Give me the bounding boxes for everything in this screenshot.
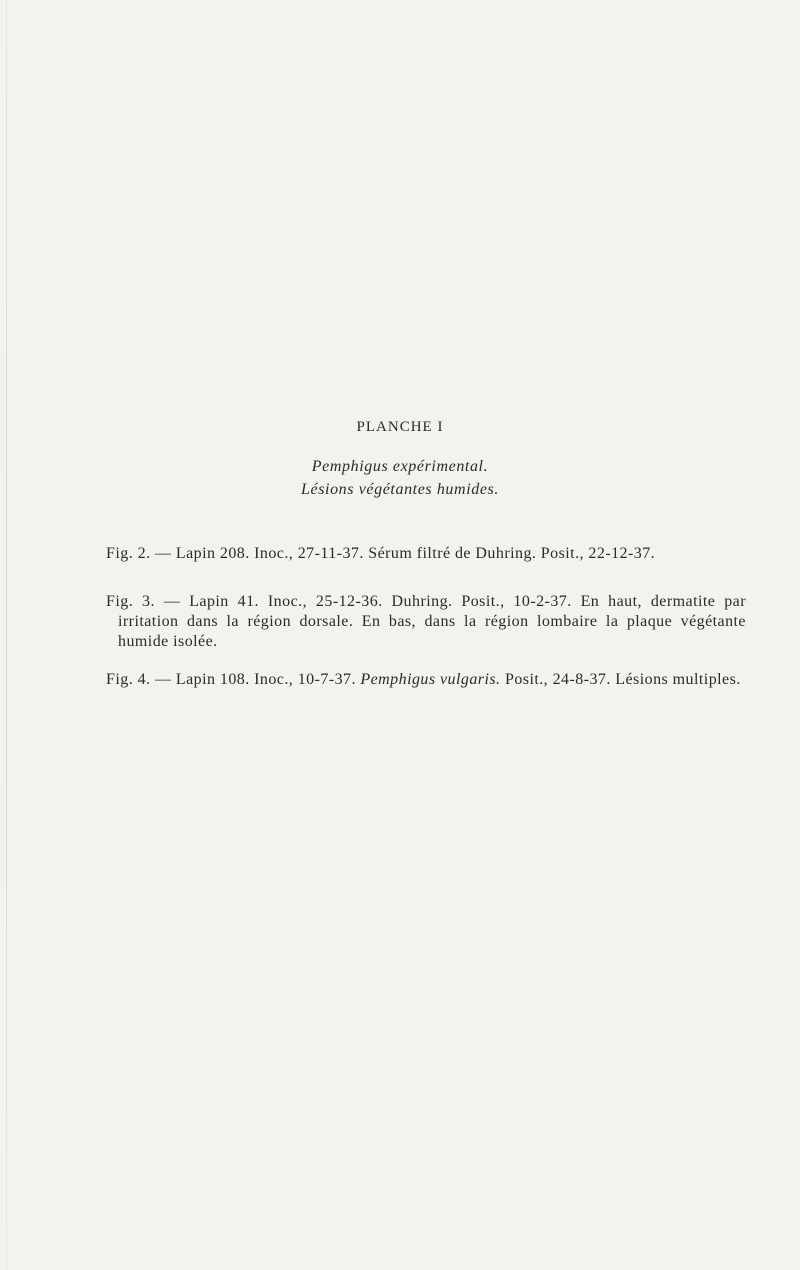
figure-caption-4-species: Pemphigus vulgaris. [360,671,501,688]
plate-subtitle-line-1: Pemphigus expérimental. [311,458,489,475]
plate-title: PLANCHE I [356,419,444,435]
figure-caption-4-prefix: Fig. 4. — Lapin 108. Inoc., 10-7-37. [106,671,361,688]
figure-caption-3: Fig. 3. — Lapin 41. Inoc., 25-12-36. Duhring. Posit., 10-2-37. En haut, dermatite par irritation dans la région dorsale. En bas, dans la région lombaire la plaque végétante humide isolée. [106,593,746,650]
plate-subtitle-line-2: Lésions végétantes humides. [301,481,499,498]
figure-caption-2: Fig. 2. — Lapin 208. Inoc., 27-11-37. Sérum filtré de Duhring. Posit., 22-12-37. [106,545,656,562]
page-binding-edge [6,0,7,1270]
figure-caption-4-suffix: Posit., 24-8-37. Lésions multiples. [500,671,741,688]
figure-caption-4 [106,670,746,690]
